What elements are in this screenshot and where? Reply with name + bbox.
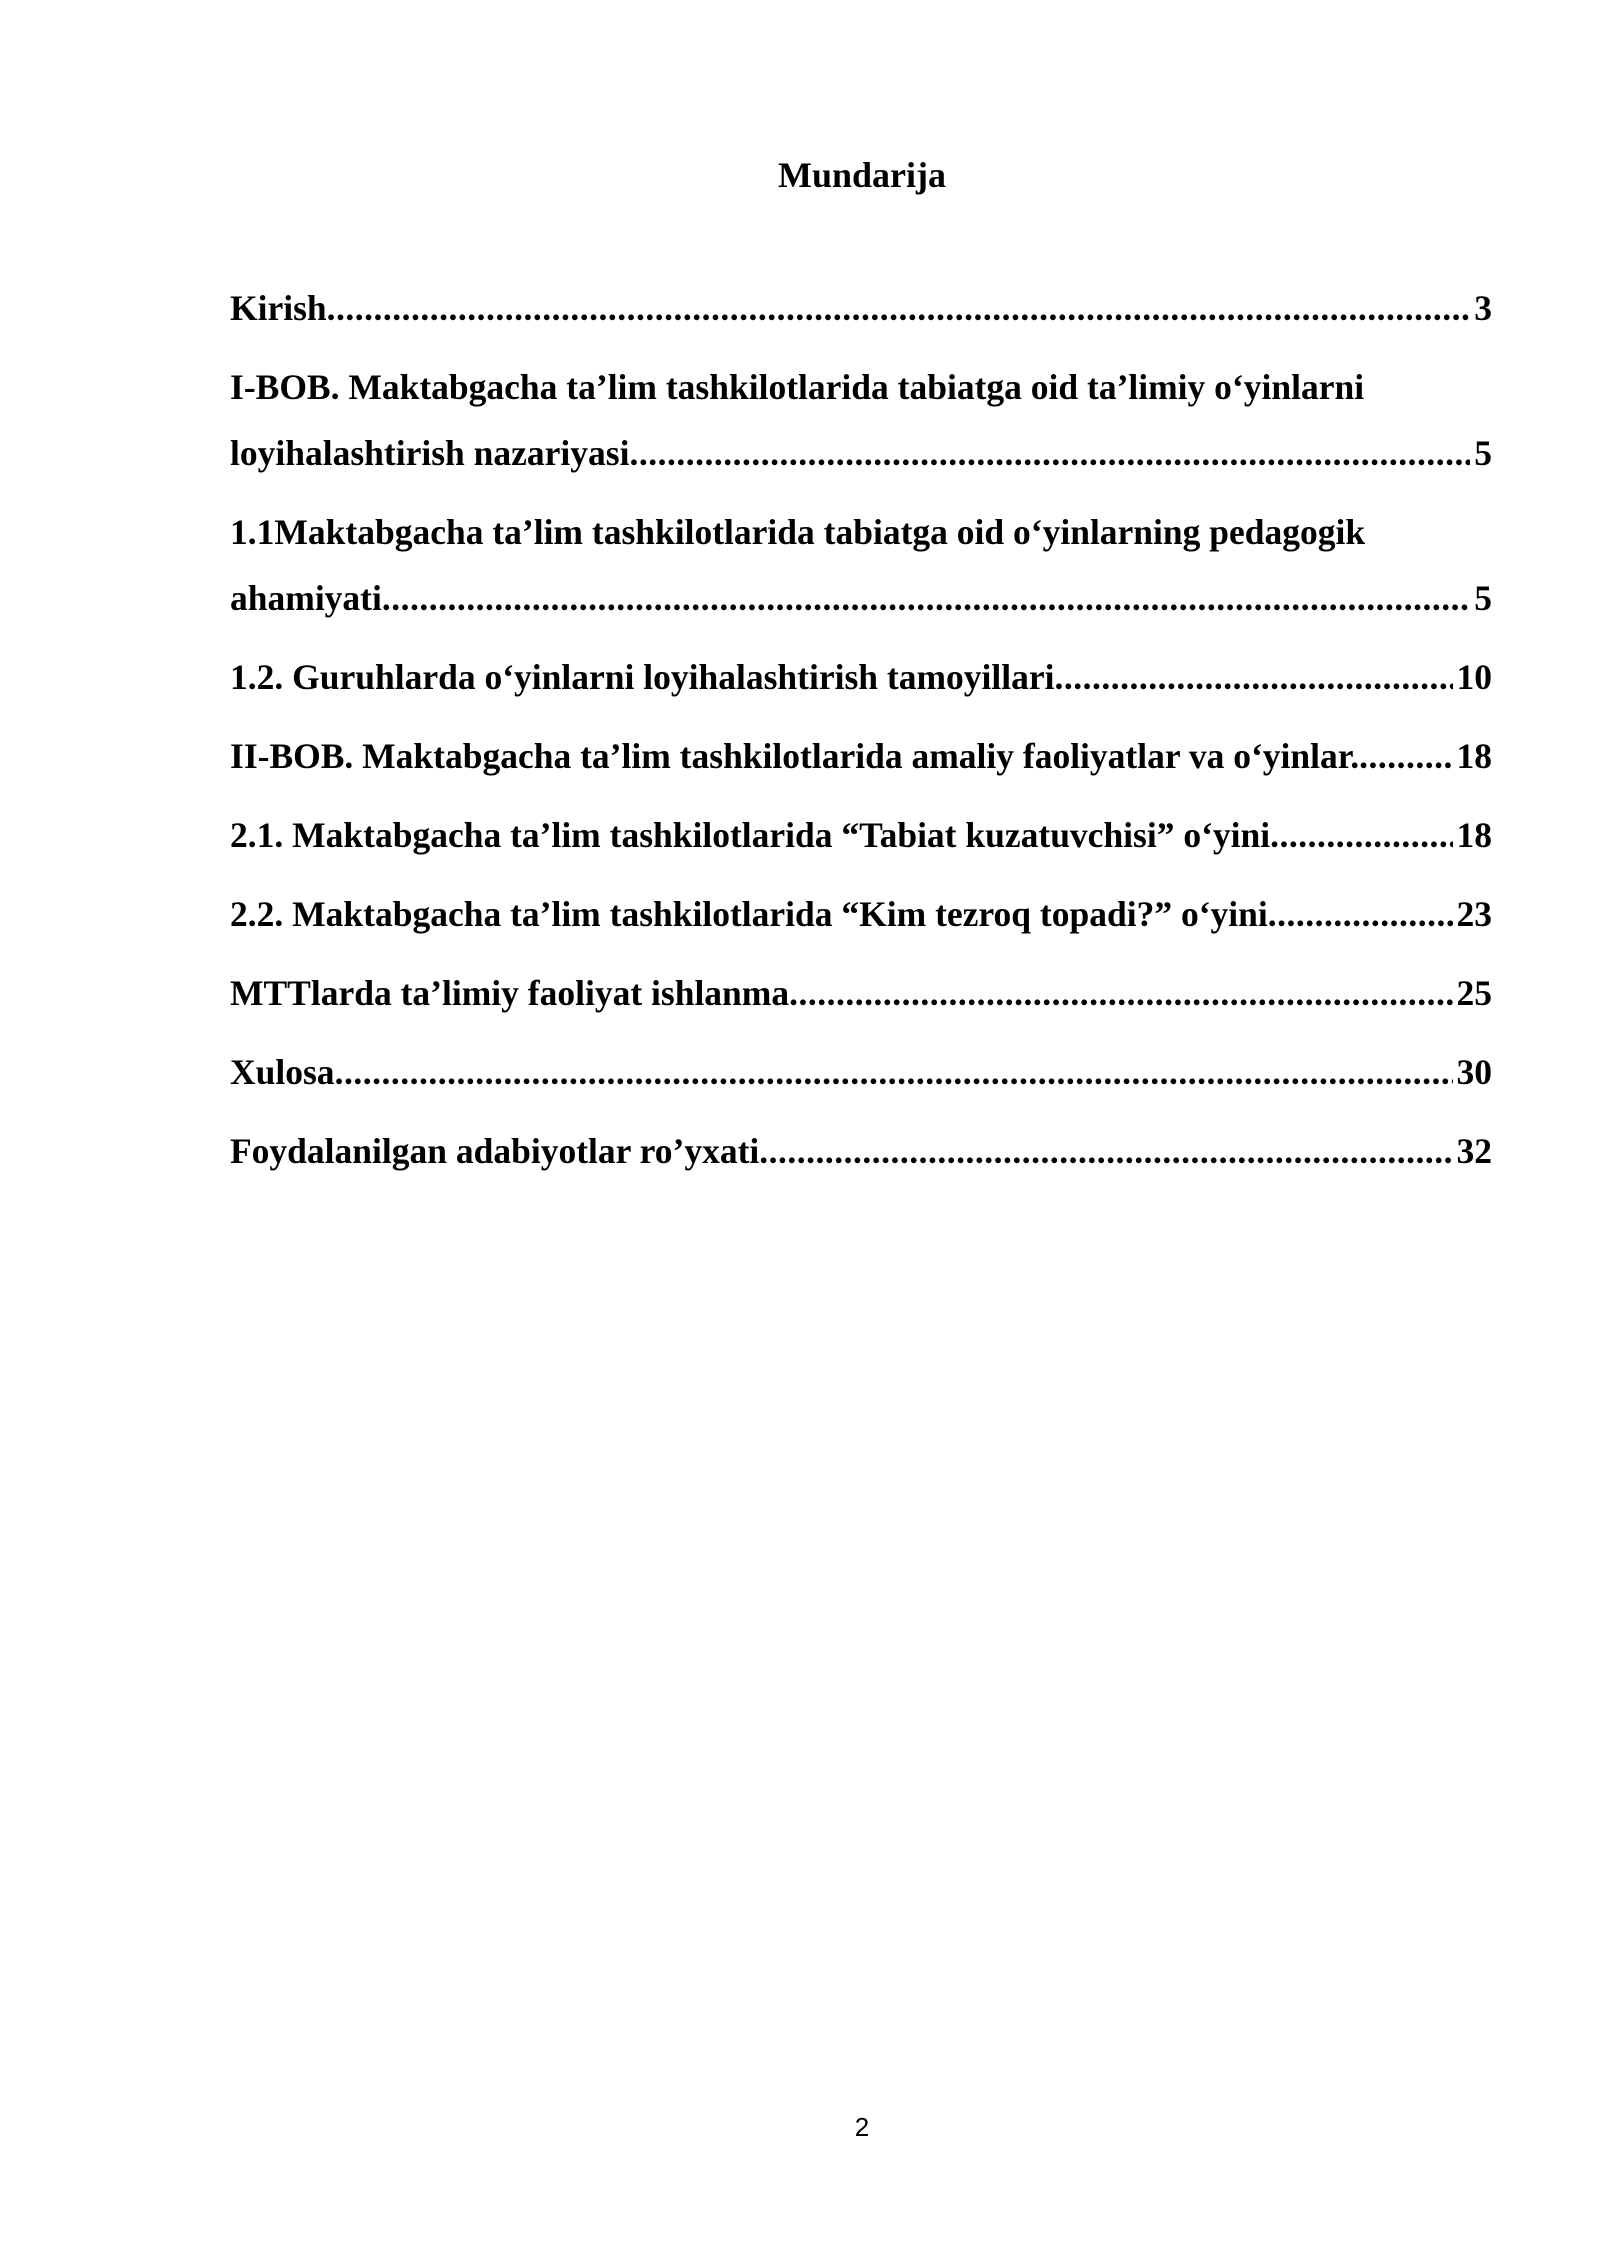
table-of-contents <box>230 275 1492 1197</box>
toc-entry-mtt-ishlanma[interactable] <box>230 960 1492 1026</box>
toc-entry-xulosa[interactable] <box>230 1039 1492 1105</box>
dot-leader <box>789 960 1452 1026</box>
toc-entry-page: 3 <box>1474 288 1492 328</box>
toc-entry-page: 5 <box>1474 578 1492 618</box>
toc-entry-chapter-1[interactable] <box>230 354 1492 486</box>
toc-entry-page: 5 <box>1474 433 1492 473</box>
toc-entry-title: Foydalanilgan adabiyotlar ro’yxati <box>230 1131 760 1171</box>
toc-entry-title-line: 1.1Maktabgacha ta’lim tashkilotlarida tabiatga oid o‘yinlarning pedagogik <box>230 512 1366 552</box>
dot-leader <box>1270 802 1452 868</box>
toc-entry-title: loyihalashtirish nazariyasi <box>230 433 630 473</box>
toc-entry-title: MTTlarda ta’limiy faoliyat ishlanma <box>230 973 790 1013</box>
toc-entry-section-1-2[interactable] <box>230 644 1492 710</box>
toc-entry-title: Kirish <box>230 288 327 328</box>
toc-entry-section-2-2[interactable] <box>230 881 1492 947</box>
toc-entry-bibliography[interactable] <box>230 1118 1492 1184</box>
toc-entry-chapter-2[interactable] <box>230 723 1492 789</box>
toc-entry-kirish[interactable] <box>230 275 1492 341</box>
dot-leader <box>759 1118 1452 1184</box>
toc-entry-title: 2.1. Maktabgacha ta’lim tashkilotlarida “Tabiat kuzatuvchisi” o‘yini <box>230 815 1271 855</box>
dot-leader <box>382 565 1470 631</box>
toc-entry-section-2-1[interactable] <box>230 802 1492 868</box>
toc-entry-page: 25 <box>1456 973 1492 1013</box>
dot-leader <box>1268 881 1453 947</box>
toc-entry-page: 32 <box>1456 1131 1492 1171</box>
toc-entry-title: 2.2. Maktabgacha ta’lim tashkilotlarida “Kim tezroq topadi?” o‘yini <box>230 894 1268 934</box>
toc-entry-page: 18 <box>1456 736 1492 776</box>
toc-entry-title: 1.2. Guruhlarda o‘yinlarni loyihalashtirish tamoyillari <box>230 657 1055 697</box>
dot-leader <box>1359 723 1452 789</box>
dot-leader <box>335 1039 1453 1105</box>
dot-leader <box>1054 644 1452 710</box>
toc-entry-title: II-BOB. Maktabgacha ta’lim tashkilotlarida amaliy faoliyatlar va o‘yinlar. <box>230 736 1360 776</box>
dot-leader <box>327 275 1471 341</box>
toc-entry-page: 30 <box>1456 1052 1492 1092</box>
toc-entry-section-1-1[interactable] <box>230 499 1492 631</box>
page-number: 2 <box>854 2112 870 2142</box>
toc-entry-title: Xulosa <box>230 1052 335 1092</box>
toc-entry-page: 18 <box>1456 815 1492 855</box>
toc-entry-page: 10 <box>1456 657 1492 697</box>
page-title: Mundarija <box>777 155 946 195</box>
toc-entry-title-line: I-BOB. Maktabgacha ta’lim tashkilotlarida tabiatga oid ta’limiy o‘yinlarni <box>230 367 1365 407</box>
toc-entry-page: 23 <box>1456 894 1492 934</box>
dot-leader <box>629 420 1470 486</box>
toc-entry-title: ahamiyati <box>230 578 382 618</box>
